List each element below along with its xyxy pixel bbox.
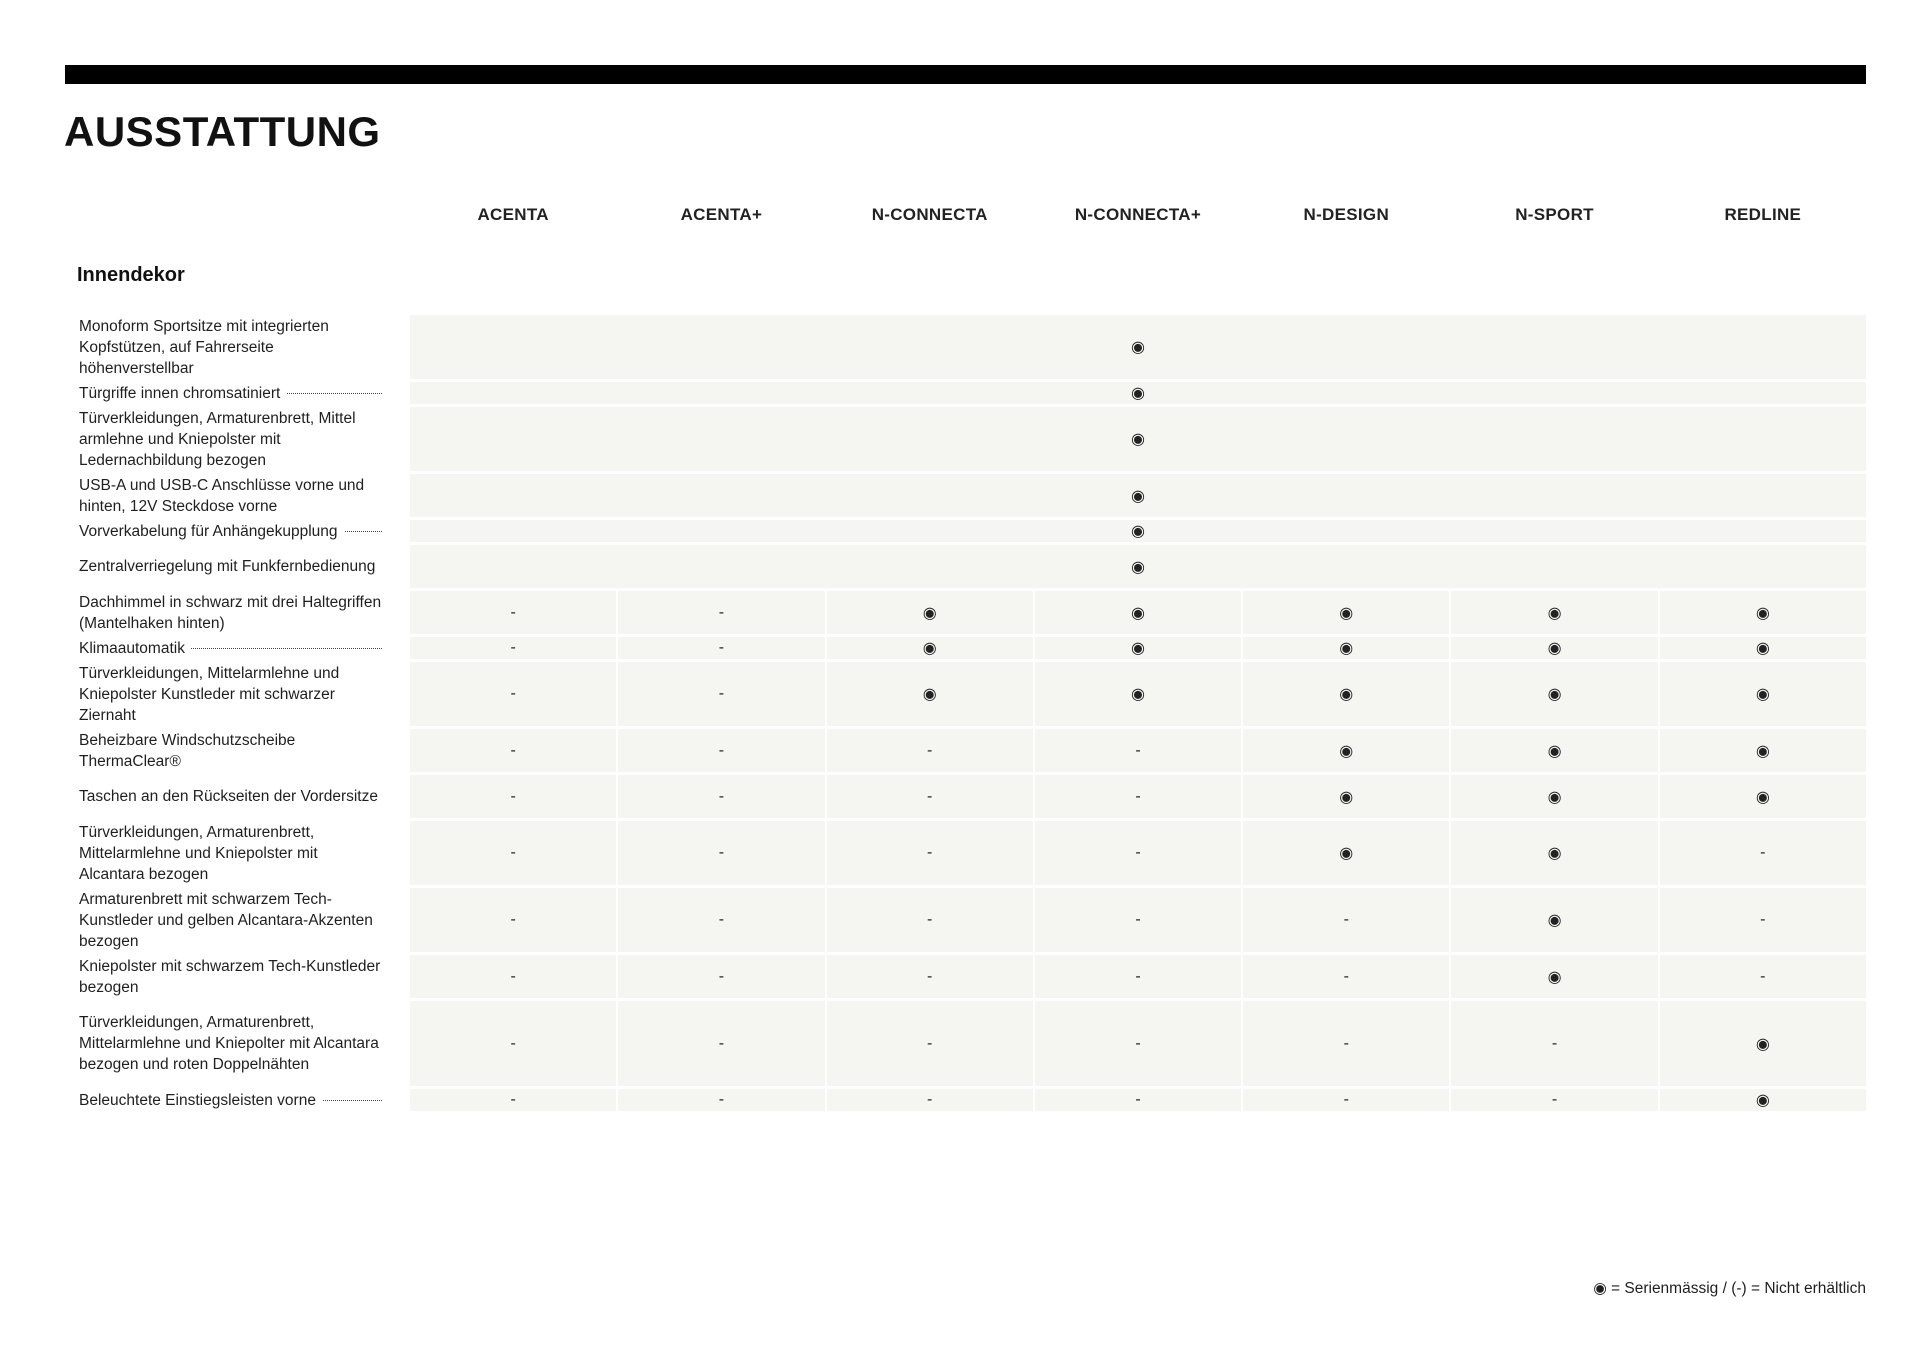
table-cell: - bbox=[827, 1089, 1033, 1111]
table-row bbox=[65, 1089, 1866, 1111]
table-cell: - bbox=[1451, 1089, 1657, 1111]
table-cell: - bbox=[1035, 775, 1241, 818]
row-cells bbox=[410, 1089, 1866, 1111]
row-label bbox=[65, 382, 396, 404]
row-label-text: Dachhimmel in schwarz mit drei Haltegriffen (Mantelhaken hinten) bbox=[79, 593, 382, 632]
row-label bbox=[65, 474, 396, 517]
table-cell: ◉ bbox=[1243, 662, 1449, 726]
row-label-text: Klimaautomatik bbox=[79, 638, 191, 659]
row-cells bbox=[410, 955, 1866, 998]
table-cell: - bbox=[827, 888, 1033, 952]
row-label bbox=[65, 955, 396, 998]
table-cell: ◉ bbox=[1451, 637, 1657, 659]
table-cell: ◉ bbox=[1243, 775, 1449, 818]
table-cell: - bbox=[1451, 1001, 1657, 1086]
row-label bbox=[65, 775, 396, 818]
equipment-table bbox=[65, 315, 1866, 1111]
row-label bbox=[65, 520, 396, 542]
row-label-text: Beleuchtete Einstiegsleisten vorne bbox=[79, 1090, 322, 1111]
spanning-cell: ◉ bbox=[410, 520, 1866, 542]
table-cell: - bbox=[410, 955, 616, 998]
table-cell: - bbox=[827, 729, 1033, 772]
table-row bbox=[65, 591, 1866, 634]
table-cell: - bbox=[1035, 1001, 1241, 1086]
table-row bbox=[65, 382, 1866, 404]
table-cell: - bbox=[827, 955, 1033, 998]
row-label-text: Zentralverriegelung mit Funkfernbedienung bbox=[79, 558, 376, 575]
row-cells bbox=[410, 775, 1866, 818]
table-cell: ◉ bbox=[1451, 888, 1657, 952]
row-label bbox=[65, 591, 396, 634]
table-cell: - bbox=[827, 1001, 1033, 1086]
row-label bbox=[65, 315, 396, 379]
table-cell: - bbox=[410, 729, 616, 772]
table-row bbox=[65, 545, 1866, 588]
spanning-cell: ◉ bbox=[410, 407, 1866, 471]
table-row bbox=[65, 821, 1866, 885]
row-cells bbox=[410, 474, 1866, 517]
table-cell: - bbox=[1660, 888, 1866, 952]
row-cells bbox=[410, 1001, 1866, 1086]
table-cell: ◉ bbox=[1660, 775, 1866, 818]
table-cell: - bbox=[410, 821, 616, 885]
row-cells bbox=[410, 407, 1866, 471]
row-cells bbox=[410, 520, 1866, 542]
table-cell: ◉ bbox=[1660, 729, 1866, 772]
table-cell: ◉ bbox=[1660, 591, 1866, 634]
column-header: N-SPORT bbox=[1515, 205, 1594, 224]
row-label bbox=[65, 821, 396, 885]
table-cell: - bbox=[618, 821, 824, 885]
row-cells bbox=[410, 888, 1866, 952]
row-cells bbox=[410, 545, 1866, 588]
row-label-text: Taschen an den Rückseiten der Vordersitze bbox=[79, 788, 378, 805]
section-title: Innendekor bbox=[77, 264, 185, 286]
row-cells bbox=[410, 662, 1866, 726]
row-cells bbox=[410, 382, 1866, 404]
legend: ◉ = Serienmässig / (-) = Nicht erhältlich bbox=[1593, 1280, 1866, 1297]
table-cell: ◉ bbox=[1243, 591, 1449, 634]
column-header: N-CONNECTA+ bbox=[1074, 205, 1202, 224]
row-label-text: Vorverkabelung für Anhängekupplung bbox=[79, 521, 344, 542]
table-cell: - bbox=[1035, 888, 1241, 952]
table-cell: - bbox=[410, 775, 616, 818]
table-cell: - bbox=[410, 662, 616, 726]
table-cell: - bbox=[1660, 821, 1866, 885]
column-headers bbox=[410, 200, 1866, 230]
table-cell: - bbox=[410, 1001, 616, 1086]
table-cell: - bbox=[1035, 729, 1241, 772]
row-label-text: USB-A und USB-C Anschlüsse vorne und hinten, 12V Steckdose vorne bbox=[79, 476, 365, 515]
row-label bbox=[65, 888, 396, 952]
table-row bbox=[65, 637, 1866, 659]
table-row bbox=[65, 662, 1866, 726]
table-cell: - bbox=[618, 591, 824, 634]
spanning-cell: ◉ bbox=[410, 474, 1866, 517]
table-cell: - bbox=[410, 637, 616, 659]
row-label bbox=[65, 1001, 396, 1086]
row-cells bbox=[410, 637, 1866, 659]
row-label bbox=[65, 545, 396, 588]
row-label-text: Türverkleidungen, Mittelarmlehne und Kniepolster Kunstleder mit schwarzer Ziernaht bbox=[79, 664, 340, 724]
column-header: N-DESIGN bbox=[1303, 205, 1390, 224]
row-label bbox=[65, 1089, 396, 1111]
table-cell: - bbox=[618, 1089, 824, 1111]
table-cell: ◉ bbox=[1660, 1089, 1866, 1111]
row-label bbox=[65, 662, 396, 726]
row-cells bbox=[410, 591, 1866, 634]
table-row bbox=[65, 888, 1866, 952]
table-cell: ◉ bbox=[1451, 591, 1657, 634]
row-label-text: Türgriffe innen chromsatiniert bbox=[79, 383, 286, 404]
table-cell: ◉ bbox=[1660, 1001, 1866, 1086]
table-cell: - bbox=[618, 955, 824, 998]
row-cells bbox=[410, 729, 1866, 772]
table-cell: - bbox=[1243, 1001, 1449, 1086]
table-cell: ◉ bbox=[1451, 775, 1657, 818]
table-cell: ◉ bbox=[1451, 729, 1657, 772]
table-cell: - bbox=[1035, 1089, 1241, 1111]
spanning-cell: ◉ bbox=[410, 545, 1866, 588]
table-cell: ◉ bbox=[827, 591, 1033, 634]
row-label-text: Kniepolster mit schwarzem Tech-Kunstleder bezogen bbox=[79, 957, 381, 996]
row-cells bbox=[410, 821, 1866, 885]
column-header: REDLINE bbox=[1724, 205, 1802, 224]
table-row bbox=[65, 520, 1866, 542]
row-label-text: Türverkleidungen, Armaturenbrett, Mittel armlehne und Kniepolster mit Ledernachbildung bezogen bbox=[79, 409, 356, 469]
table-cell: ◉ bbox=[827, 637, 1033, 659]
table-cell: - bbox=[1243, 955, 1449, 998]
row-label-text: Beheizbare Windschutzscheibe ThermaClear® bbox=[79, 731, 296, 770]
table-row bbox=[65, 1001, 1866, 1086]
table-row bbox=[65, 955, 1866, 998]
table-cell: - bbox=[410, 888, 616, 952]
row-label bbox=[65, 407, 396, 471]
table-cell: - bbox=[1035, 821, 1241, 885]
row-label-text: Armaturenbrett mit schwarzem Tech-Kunstleder und gelben Alcantara-Akzenten bezogen bbox=[79, 890, 373, 950]
spanning-cell: ◉ bbox=[410, 382, 1866, 404]
table-cell: - bbox=[618, 637, 824, 659]
column-header: N-CONNECTA bbox=[871, 205, 988, 224]
table-cell: ◉ bbox=[1660, 662, 1866, 726]
table-cell: - bbox=[1660, 955, 1866, 998]
table-cell: - bbox=[618, 888, 824, 952]
table-row bbox=[65, 775, 1866, 818]
table-cell: ◉ bbox=[1243, 637, 1449, 659]
table-cell: ◉ bbox=[1243, 729, 1449, 772]
table-cell: ◉ bbox=[1035, 591, 1241, 634]
column-header: ACENTA+ bbox=[680, 205, 763, 224]
table-cell: ◉ bbox=[1660, 637, 1866, 659]
table-cell: - bbox=[618, 1001, 824, 1086]
table-cell: - bbox=[827, 775, 1033, 818]
row-label bbox=[65, 637, 396, 659]
column-header: ACENTA bbox=[477, 205, 549, 224]
top-bar bbox=[65, 65, 1866, 84]
table-cell: - bbox=[1035, 955, 1241, 998]
row-label bbox=[65, 729, 396, 772]
table-cell: - bbox=[410, 1089, 616, 1111]
table-cell: - bbox=[1243, 1089, 1449, 1111]
table-row bbox=[65, 407, 1866, 471]
table-row bbox=[65, 729, 1866, 772]
table-cell: - bbox=[618, 729, 824, 772]
table-cell: ◉ bbox=[1243, 821, 1449, 885]
table-cell: - bbox=[410, 591, 616, 634]
row-label-text: Türverkleidungen, Armaturenbrett, Mittelarmlehne und Kniepolter mit Alcantara bezogen und roten Doppelnähten bbox=[79, 1014, 379, 1073]
table-row bbox=[65, 315, 1866, 379]
table-cell: - bbox=[618, 775, 824, 818]
table-cell: ◉ bbox=[1451, 955, 1657, 998]
spanning-cell: ◉ bbox=[410, 315, 1866, 379]
row-cells bbox=[410, 315, 1866, 379]
table-cell: - bbox=[618, 662, 824, 726]
row-label-text: Monoform Sportsitze mit integrierten Kopfstützen, auf Fahrerseite höhenverstellbar bbox=[79, 317, 329, 377]
table-cell: - bbox=[827, 821, 1033, 885]
table-cell: ◉ bbox=[1035, 662, 1241, 726]
row-label-text: Türverkleidungen, Armaturenbrett, Mittelarmlehne und Kniepolster mit Alcantara bezogen bbox=[79, 823, 318, 883]
table-row bbox=[65, 474, 1866, 517]
table-cell: - bbox=[1243, 888, 1449, 952]
table-cell: ◉ bbox=[1451, 821, 1657, 885]
table-cell: ◉ bbox=[827, 662, 1033, 726]
page-title: AUSSTATTUNG bbox=[64, 108, 381, 155]
table-cell: ◉ bbox=[1451, 662, 1657, 726]
table-cell: ◉ bbox=[1035, 637, 1241, 659]
